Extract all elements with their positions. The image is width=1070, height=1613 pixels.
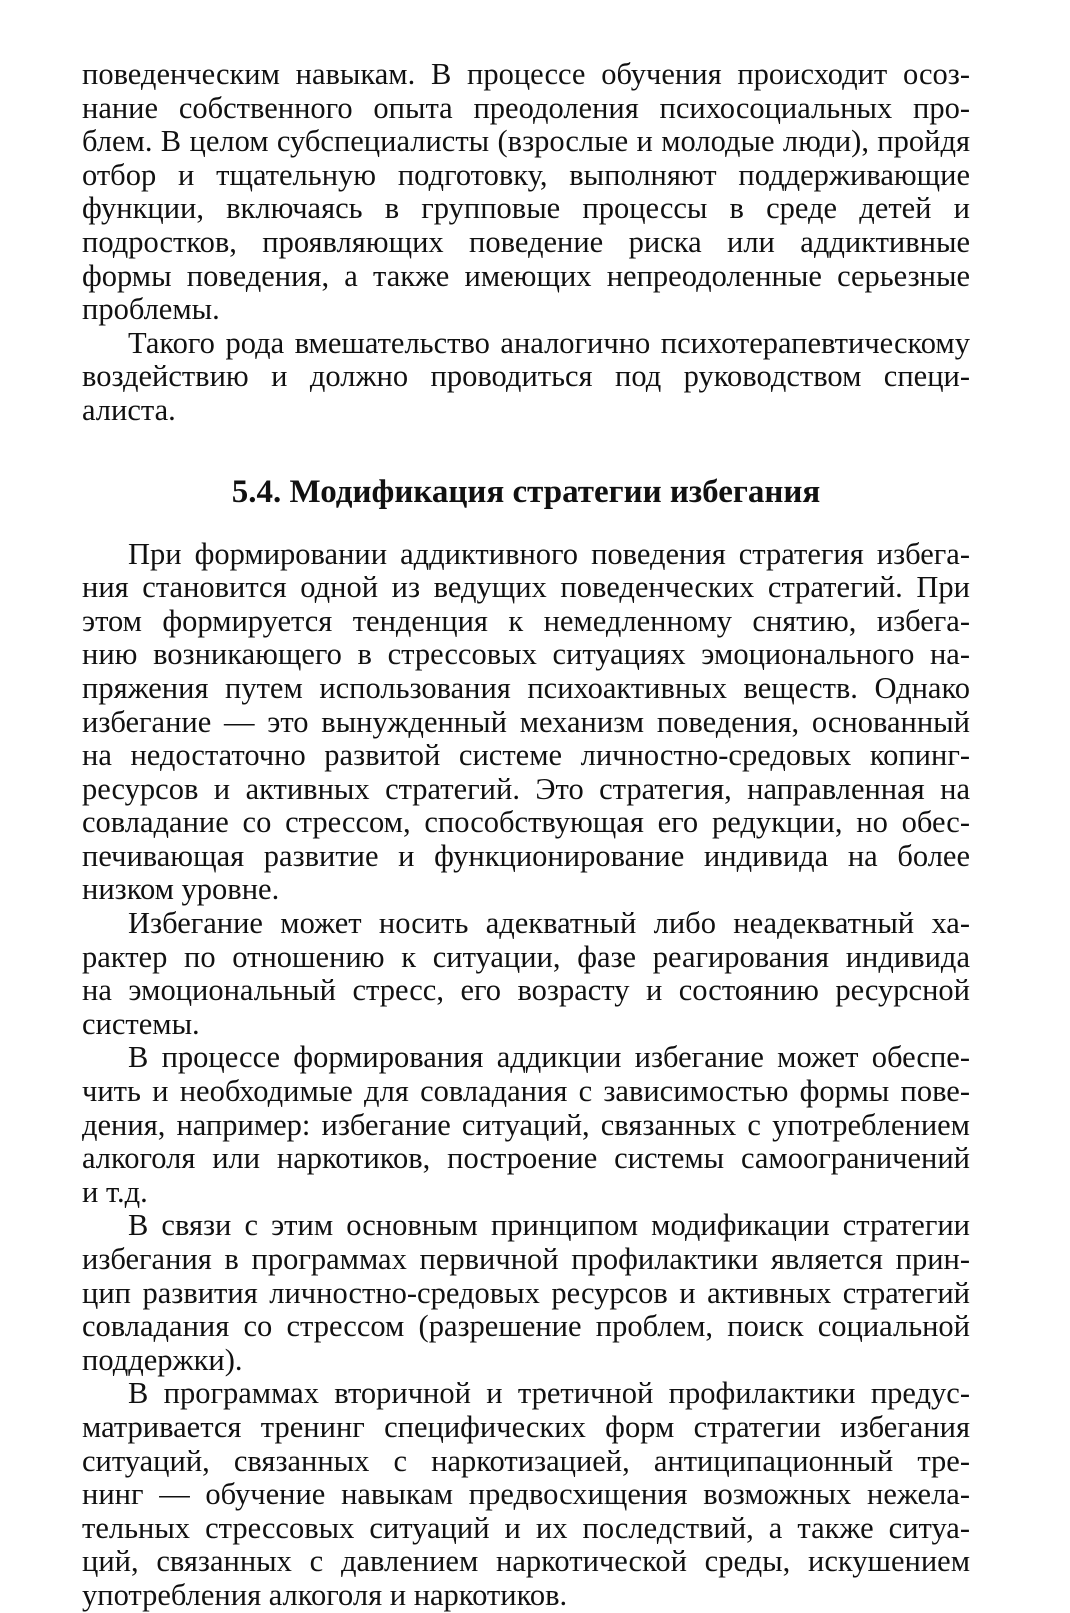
text-line: низком уровне. — [82, 872, 280, 907]
text-line: поведенческим навыкам. В процессе обучения происходит осоз- — [82, 57, 970, 91]
text-line: и т.д. — [82, 1174, 148, 1209]
text-line: нию возникающего в стрессовых ситуациях эмоционального на- — [82, 637, 970, 672]
text-line: совладания со стрессом (разрешение проблем, поиск социальной — [82, 1309, 970, 1344]
text-line: дения, например: избегание ситуаций, связанных с употреблением — [82, 1107, 970, 1142]
text-line: блем. В целом субспециалисты (взрослые и молодые люди), пройдя — [82, 124, 970, 159]
text-line: на недостаточно развитой системе личностно-средовых копинг- — [82, 738, 970, 773]
text-line: В программах вторичной и третичной профилактики предус- — [128, 1376, 970, 1411]
text-line: формы поведения, а также имеющих непреодоленные серьезные — [82, 258, 970, 293]
text-line: нинг — обучение навыкам предвосхищения возможных нежела- — [82, 1477, 970, 1512]
paragraph — [82, 1209, 970, 1377]
text-line: Такого рода вмешательство аналогично психотерапевтическому — [128, 325, 970, 360]
text-line: избегание — это вынужденный механизм поведения, основанный — [82, 704, 970, 739]
text-line: ния становится одной из ведущих поведенческих стратегий. При — [82, 570, 970, 605]
text-line: системы. — [82, 1006, 200, 1041]
text-line: нание собственного опыта преодоления психосоциальных про- — [82, 90, 970, 125]
text-block-before-heading — [82, 58, 970, 428]
paragraph — [82, 538, 970, 908]
paragraph — [82, 1377, 970, 1612]
paragraph — [82, 1041, 970, 1209]
text-line: подростков, проявляющих поведение риска или аддиктивные — [82, 224, 970, 259]
text-line: цип развития личностно-средовых ресурсов и активных стратегий — [82, 1275, 970, 1310]
text-line: пряжения путем использования психоактивных веществ. Однако — [82, 670, 970, 705]
text-line: В процессе формирования аддикции избегание может обеспе- — [128, 1040, 970, 1075]
text-line: ций, связанных с давлением наркотической среды, искушением — [82, 1544, 970, 1579]
text-block-after-heading — [82, 538, 970, 1613]
text-line: Избегание может носить адекватный либо неадекватный ха- — [128, 906, 970, 941]
text-line: этом формируется тенденция к немедленному снятию, избега- — [82, 603, 970, 638]
text-line: При формировании аддиктивного поведения стратегия избега- — [128, 536, 970, 571]
text-line: алкоголя или наркотиков, построение системы самоограничений — [82, 1141, 970, 1176]
text-line: тельных стрессовых ситуаций и их последствий, а также ситуа- — [82, 1510, 970, 1545]
text-line: ситуаций, связанных с наркотизацией, антиципационный тре- — [82, 1443, 970, 1478]
document-page — [82, 58, 970, 1613]
text-line: воздействию и должно проводиться под руководством специ- — [82, 359, 970, 394]
paragraph — [82, 907, 970, 1041]
text-line: проблемы. — [82, 292, 220, 327]
text-line: отбор и тщательную подготовку, выполняют поддерживающие — [82, 157, 970, 192]
text-line: функции, включаясь в групповые процессы в среде детей и — [82, 191, 970, 226]
text-line: употребления алкоголя и наркотиков. — [82, 1577, 568, 1612]
text-line: на эмоциональный стресс, его возрасту и состоянию ресурсной — [82, 973, 970, 1008]
text-line: алиста. — [82, 392, 176, 427]
text-line: ресурсов и активных стратегий. Это стратегия, направленная на — [82, 771, 970, 806]
text-line: совладание со стрессом, способствующая его редукции, но обес- — [82, 805, 970, 840]
text-line: избегания в программах первичной профилактики является прин- — [82, 1242, 970, 1276]
paragraph — [82, 327, 970, 428]
section-heading: 5.4. Модификация стратегии избегания — [231, 473, 821, 510]
text-line: чить и необходимые для совладания с зависимостью формы пове- — [82, 1074, 970, 1109]
text-line: рактер по отношению к ситуации, фазе реагирования индивида — [82, 939, 970, 974]
text-line: поддержки). — [82, 1342, 243, 1377]
text-line: матривается тренинг специфических форм стратегии избегания — [82, 1409, 970, 1444]
text-line: печивающая развитие и функционирование индивида на более — [82, 838, 970, 873]
paragraph — [82, 58, 970, 327]
text-line: В связи с этим основным принципом модификации стратегии — [128, 1208, 970, 1243]
